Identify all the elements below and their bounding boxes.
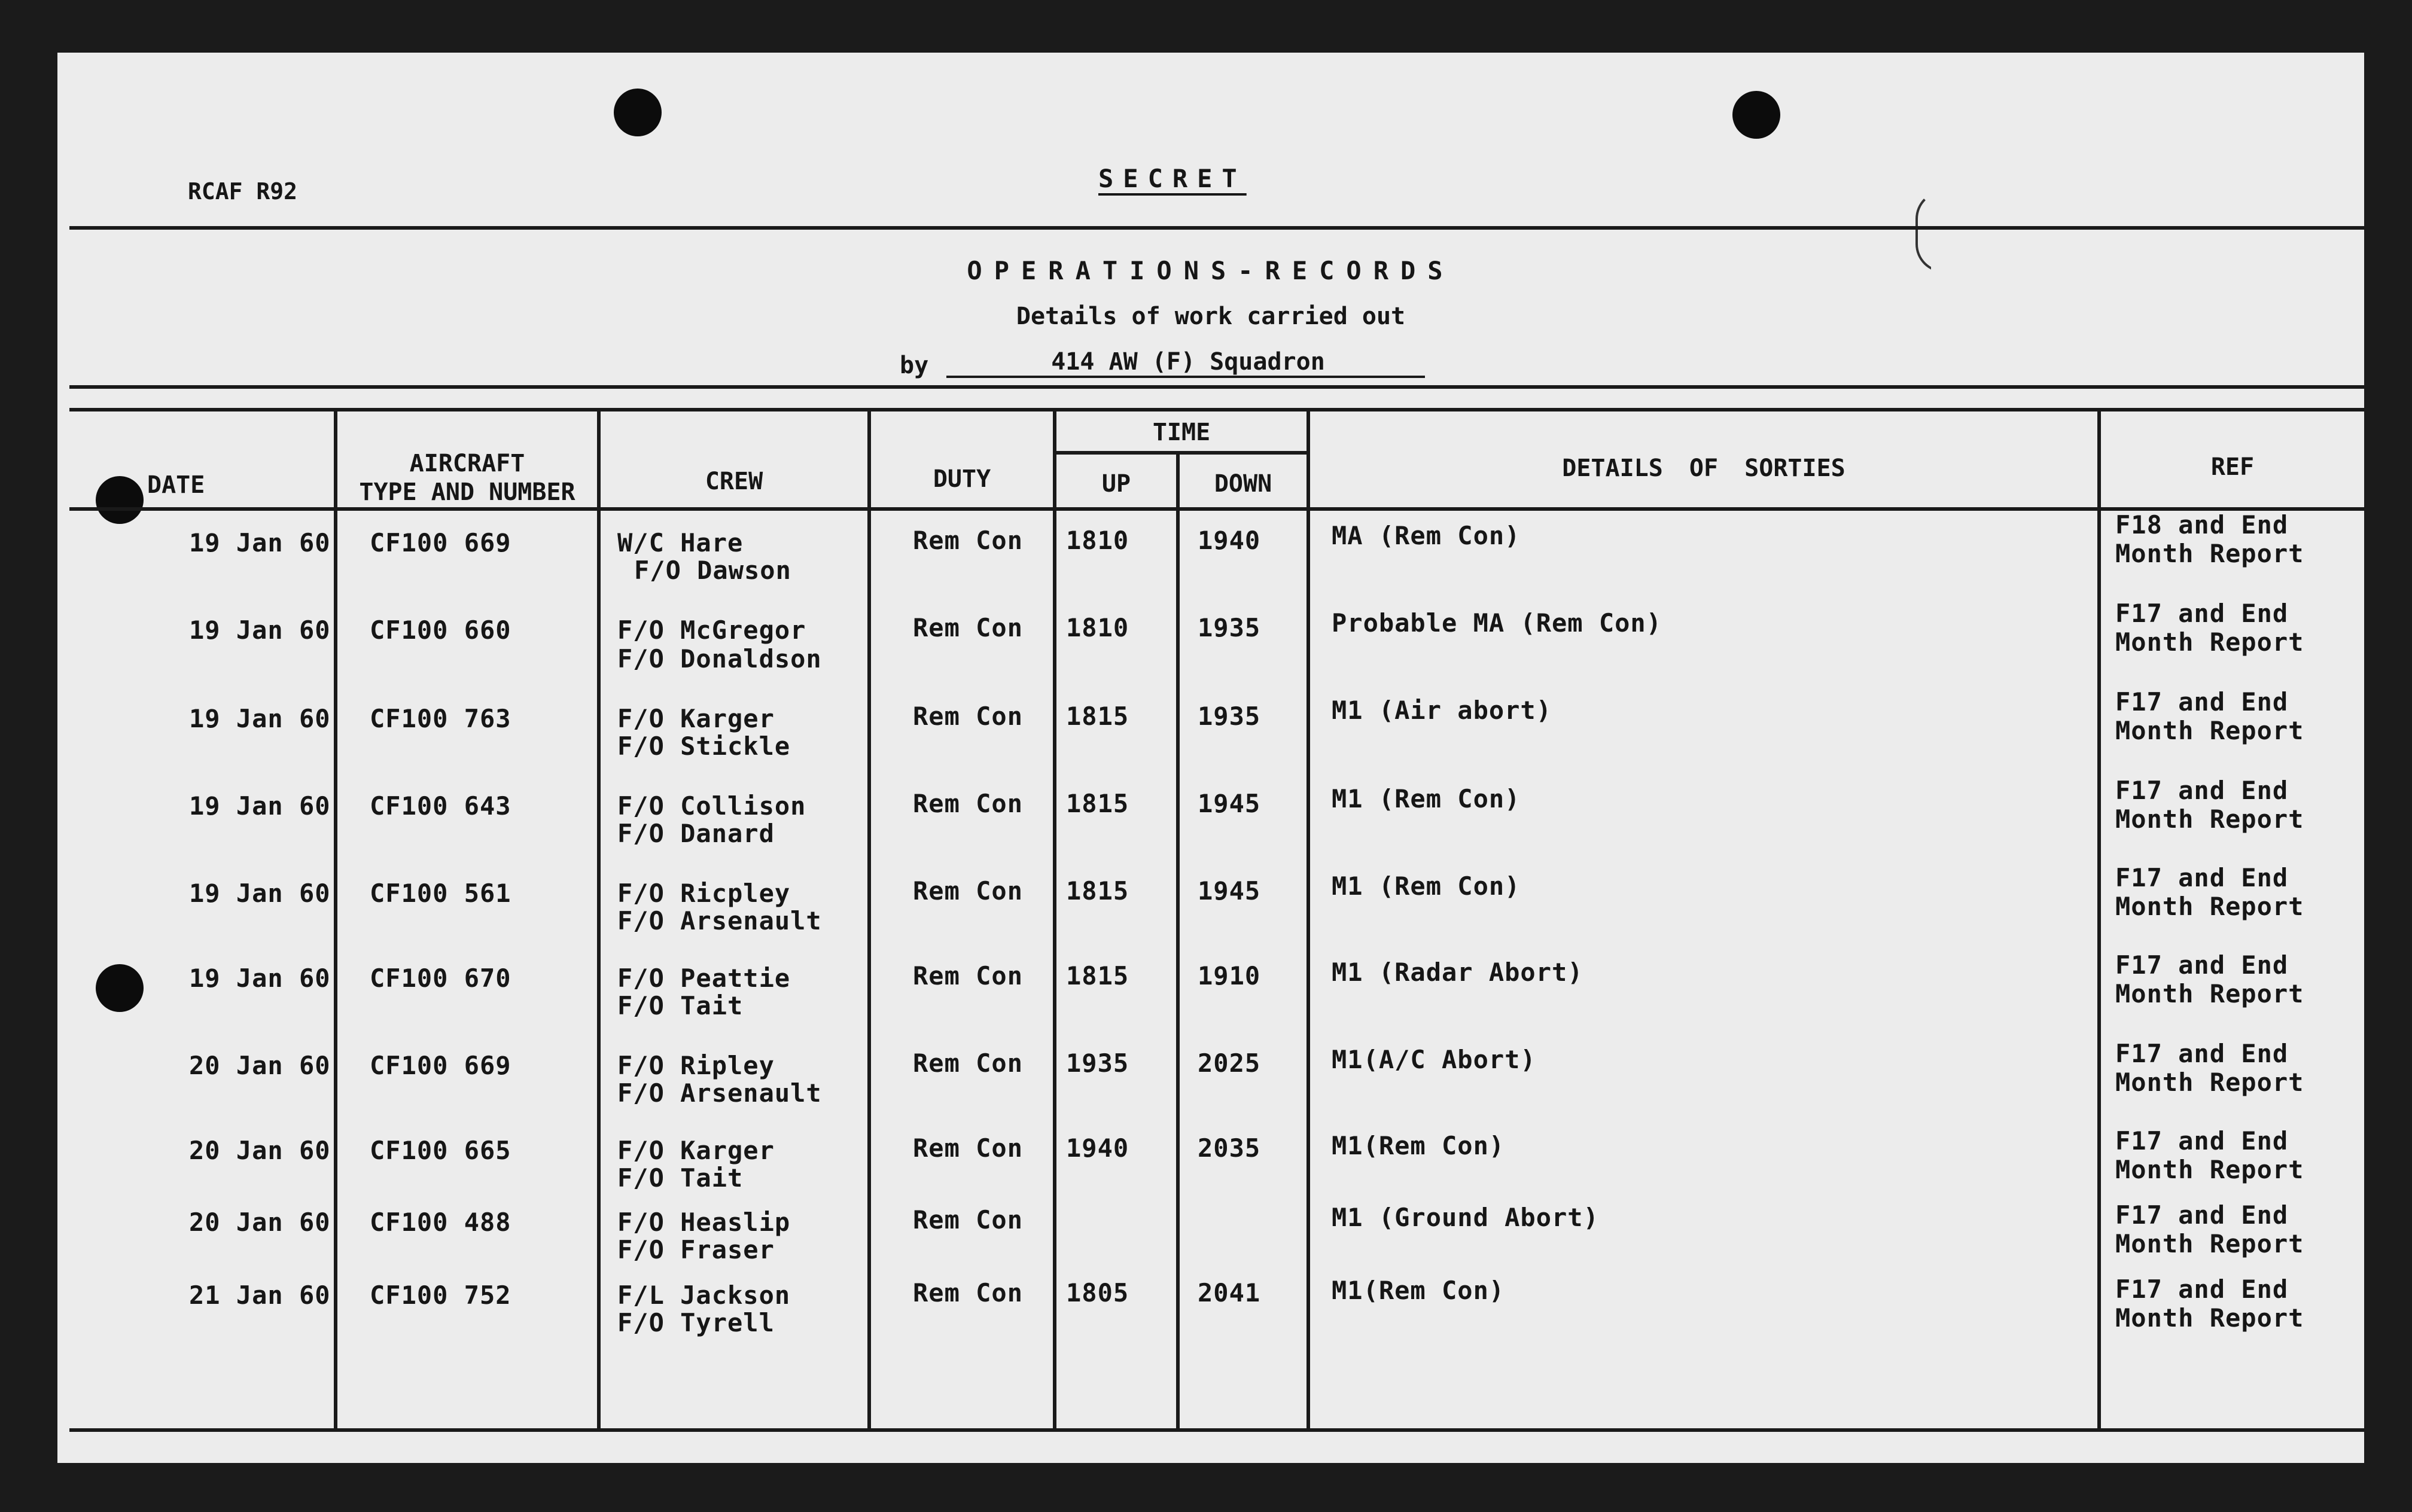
row-10-aircraft: CF100 752 (370, 1281, 511, 1310)
column-header-ref: REF (2210, 453, 2255, 481)
row-3-crew-2: F/O Stickle (617, 731, 791, 761)
row-3-down: 1935 (1198, 702, 1261, 731)
row-2-crew-1: F/O McGregor (617, 615, 806, 645)
document-subtitle: Details of work carried out (1016, 303, 1406, 330)
row-5-details: M1 (Rem Con) (1332, 871, 1521, 901)
record-sheet (57, 53, 2364, 1463)
row-10-up: 1805 (1066, 1278, 1129, 1307)
row-6-ref-1: F17 and End (2115, 950, 2289, 980)
row-9-ref-2: Month Report (2115, 1229, 2304, 1258)
row-7-ref-1: F17 and End (2115, 1039, 2289, 1068)
row-7-date: 20 Jan 60 (189, 1051, 331, 1080)
row-1-aircraft: CF100 669 (370, 528, 511, 557)
row-4-aircraft: CF100 643 (370, 791, 511, 821)
row-7-duty: Rem Con (913, 1048, 1024, 1078)
row-8-aircraft: CF100 665 (370, 1136, 511, 1165)
column-rule-details (2097, 408, 2101, 1432)
row-5-up: 1815 (1066, 876, 1129, 906)
row-10-details: M1(Rem Con) (1332, 1276, 1505, 1305)
row-1-down: 1940 (1198, 526, 1261, 555)
row-1-duty: Rem Con (913, 526, 1024, 555)
row-3-details: M1 (Air abort) (1332, 696, 1552, 725)
row-8-details: M1(Rem Con) (1332, 1131, 1505, 1160)
row-1-date: 19 Jan 60 (189, 528, 331, 557)
row-5-aircraft: CF100 561 (370, 879, 511, 908)
document-title: OPERATIONS-RECORDS (967, 256, 1455, 285)
row-7-ref-2: Month Report (2115, 1068, 2304, 1097)
punch-hole-side-lower (96, 964, 144, 1012)
punch-hole-side-upper (96, 476, 144, 524)
row-2-ref-2: Month Report (2115, 627, 2304, 657)
form-code: RCAF R92 (188, 178, 298, 205)
column-header-aircraft-line2: TYPE AND NUMBER (359, 478, 575, 506)
row-4-duty: Rem Con (913, 789, 1024, 818)
row-2-date: 19 Jan 60 (189, 615, 331, 645)
column-rule-duty (1053, 408, 1056, 1432)
row-1-crew-1: W/C Hare (617, 528, 744, 557)
row-6-down: 1910 (1198, 961, 1261, 990)
row-10-ref-1: F17 and End (2115, 1275, 2289, 1304)
row-4-ref-2: Month Report (2115, 804, 2304, 834)
row-8-duty: Rem Con (913, 1133, 1024, 1163)
table-header-rule (69, 507, 2364, 511)
row-9-crew-1: F/O Heaslip (617, 1208, 791, 1237)
row-5-date: 19 Jan 60 (189, 879, 331, 908)
row-5-crew-2: F/O Arsenault (617, 906, 822, 935)
classification-label: SECRET (1098, 164, 1247, 193)
row-10-duty: Rem Con (913, 1278, 1024, 1307)
column-rule-crew (867, 408, 871, 1432)
row-1-crew-2: F/O Dawson (634, 556, 791, 585)
row-9-duty: Rem Con (913, 1205, 1024, 1234)
row-7-details: M1(A/C Abort) (1332, 1045, 1536, 1074)
row-5-ref-2: Month Report (2115, 892, 2304, 921)
row-8-crew-1: F/O Karger (617, 1136, 775, 1165)
row-6-crew-1: F/O Peattie (617, 964, 791, 993)
row-8-date: 20 Jan 60 (189, 1136, 331, 1165)
row-1-up: 1810 (1066, 526, 1129, 555)
row-4-details: M1 (Rem Con) (1332, 784, 1521, 813)
row-3-aircraft: CF100 763 (370, 704, 511, 733)
row-8-ref-2: Month Report (2115, 1155, 2304, 1184)
row-8-up: 1940 (1066, 1133, 1129, 1163)
row-9-ref-1: F17 and End (2115, 1200, 2289, 1230)
row-3-ref-1: F17 and End (2115, 687, 2289, 717)
row-7-down: 2025 (1198, 1048, 1261, 1078)
row-4-down: 1945 (1198, 789, 1261, 818)
row-5-duty: Rem Con (913, 876, 1024, 906)
row-3-crew-1: F/O Karger (617, 704, 775, 733)
row-1-ref-2: Month Report (2115, 539, 2304, 568)
row-1-details: MA (Rem Con) (1332, 521, 1521, 550)
row-3-duty: Rem Con (913, 702, 1024, 731)
column-header-time: TIME (1152, 419, 1211, 446)
table-top-border (69, 408, 2364, 411)
time-split-rule (1055, 451, 1309, 455)
row-7-aircraft: CF100 669 (370, 1051, 511, 1080)
row-3-ref-2: Month Report (2115, 716, 2304, 745)
row-10-crew-2: F/O Tyrell (617, 1308, 775, 1337)
row-2-details: Probable MA (Rem Con) (1332, 608, 1662, 638)
row-6-duty: Rem Con (913, 961, 1024, 990)
row-4-crew-2: F/O Danard (617, 819, 775, 848)
row-1-ref-1: F18 and End (2115, 510, 2289, 539)
table-bottom-rule (69, 1428, 2364, 1432)
row-6-details: M1 (Radar Abort) (1332, 958, 1583, 987)
row-7-crew-2: F/O Arsenault (617, 1078, 822, 1108)
row-9-details: M1 (Ground Abort) (1332, 1203, 1599, 1232)
column-header-down: DOWN (1214, 470, 1272, 498)
row-6-date: 19 Jan 60 (189, 964, 331, 993)
row-2-duty: Rem Con (913, 613, 1024, 642)
punch-hole-top-right (1732, 91, 1780, 139)
row-9-crew-2: F/O Fraser (617, 1235, 775, 1264)
row-8-ref-1: F17 and End (2115, 1126, 2289, 1156)
row-6-aircraft: CF100 670 (370, 964, 511, 993)
row-10-crew-1: F/L Jackson (617, 1281, 791, 1310)
column-header-aircraft-line1: AIRCRAFT (409, 450, 525, 477)
row-4-up: 1815 (1066, 789, 1129, 818)
row-2-down: 1935 (1198, 613, 1261, 642)
column-header-date: DATE (147, 471, 205, 499)
column-header-up: UP (1101, 470, 1131, 498)
by-label: by (900, 352, 929, 379)
row-10-ref-2: Month Report (2115, 1303, 2304, 1333)
row-9-aircraft: CF100 488 (370, 1208, 511, 1237)
row-4-date: 19 Jan 60 (189, 791, 331, 821)
row-2-aircraft: CF100 660 (370, 615, 511, 645)
row-2-ref-1: F17 and End (2115, 599, 2289, 628)
row-6-ref-2: Month Report (2115, 979, 2304, 1008)
row-5-ref-1: F17 and End (2115, 863, 2289, 892)
squadron-underline (946, 376, 1425, 378)
row-5-crew-1: F/O Ricpley (617, 879, 791, 908)
row-9-date: 20 Jan 60 (189, 1208, 331, 1237)
row-8-crew-2: F/O Tait (617, 1163, 744, 1193)
table-top-rule (69, 385, 2364, 389)
column-rule-time (1306, 408, 1310, 1432)
punch-hole-top-left (614, 89, 662, 136)
row-6-crew-2: F/O Tait (617, 991, 744, 1020)
row-10-date: 21 Jan 60 (189, 1281, 331, 1310)
row-2-up: 1810 (1066, 613, 1129, 642)
row-8-down: 2035 (1198, 1133, 1261, 1163)
row-6-up: 1815 (1066, 961, 1129, 990)
header-rule-top (69, 226, 2364, 230)
row-4-crew-1: F/O Collison (617, 791, 806, 821)
column-header-crew: CREW (705, 468, 763, 495)
row-4-ref-1: F17 and End (2115, 776, 2289, 805)
row-3-date: 19 Jan 60 (189, 704, 331, 733)
row-5-down: 1945 (1198, 876, 1261, 906)
row-10-down: 2041 (1198, 1278, 1261, 1307)
column-rule-aircraft (597, 408, 601, 1432)
row-7-up: 1935 (1066, 1048, 1129, 1078)
row-2-crew-2: F/O Donaldson (617, 644, 822, 673)
column-header-details: DETAILS OF SORTIES (1562, 455, 1845, 482)
column-rule-date (334, 408, 337, 1432)
row-7-crew-1: F/O Ripley (617, 1051, 775, 1080)
squadron-name: 414 AW (F) Squadron (1051, 348, 1325, 376)
column-rule-up (1176, 451, 1180, 1432)
row-3-up: 1815 (1066, 702, 1129, 731)
column-header-duty: DUTY (933, 465, 991, 493)
